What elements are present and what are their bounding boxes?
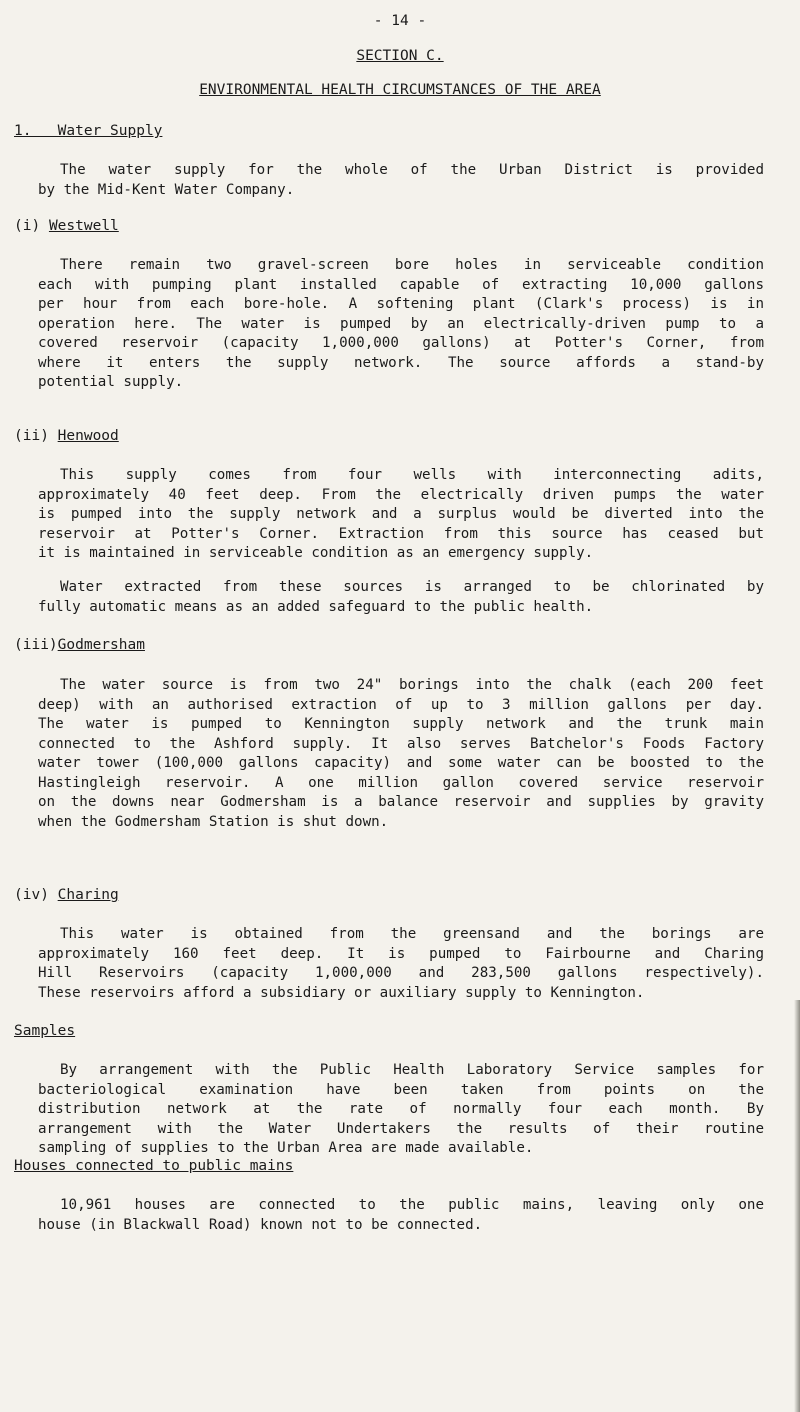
westwell-paragraph (38, 256, 764, 393)
samples-heading (14, 1022, 740, 1041)
houses-line: 10,961 houses are connected to the public mains, leaving only one (60, 1197, 764, 1213)
henwood-heading (14, 427, 740, 446)
henwood-title: Henwood (57, 428, 119, 444)
westwell-line: There remain two gravel-screen bore holes in serviceable condition (60, 257, 764, 273)
godmersham-heading (14, 636, 740, 655)
charing-heading (14, 886, 740, 905)
heading-water-supply (14, 122, 740, 141)
chlorination-line: Water extracted from these sources is arranged to be chlorinated by (60, 579, 764, 595)
godmersham-title: Godmersham (57, 637, 145, 653)
westwell-line: operation here. The water is pumped by an electrically-driven pump to a (38, 315, 764, 332)
henwood-line: is pumped into the supply network and a surplus would be diverted into the (38, 506, 764, 522)
samples-line: distribution network at the rate of normally four each month. By (38, 1101, 764, 1117)
westwell-line: where it enters the supply network. The source affords a stand-by (38, 354, 764, 371)
samples-line: sampling of supplies to the Urban Area are made available. (38, 1140, 534, 1156)
intro-paragraph (38, 161, 764, 200)
godmersham-line: Hastingleigh reservoir. A one million gallon covered service reservoir (38, 774, 764, 791)
westwell-title: Westwell (48, 218, 119, 234)
samples-line: bacteriological examination have been taken from points on the (38, 1081, 764, 1098)
godmersham-line: water tower (100,000 gallons capacity) and some water can be boosted to the (38, 755, 764, 771)
godmersham-number: (iii) (14, 637, 58, 653)
westwell-number: (i) (14, 218, 41, 234)
page-number: - 14 - (373, 13, 427, 29)
charing-line: These reservoirs afford a subsidiary or auxiliary supply to Kennington. (38, 984, 645, 1001)
samples-line: By arrangement with the Public Health Laboratory Service samples for (60, 1062, 764, 1078)
section-subtitle: ENVIRONMENTAL HEALTH CIRCUMSTANCES OF THE AREA (199, 82, 601, 98)
godmersham-line: on the downs near Godmersham is a balance reservoir and supplies by gravity (38, 794, 764, 810)
westwell-line: per hour from each bore-hole. A softening plant (Clark's process) is in (38, 296, 764, 312)
godmersham-line: The water is pumped to Kennington supply network and the trunk main (38, 716, 764, 732)
charing-line: approximately 160 feet deep. It is pumped to Fairbourne and Charing (38, 945, 764, 962)
henwood-line: approximately 40 feet deep. From the electrically driven pumps the water (38, 486, 764, 503)
charing-title: Charing (57, 887, 119, 903)
westwell-heading (14, 217, 740, 236)
godmersham-paragraph (38, 676, 764, 832)
henwood-line: reservoir at Potter's Corner. Extraction from this source has ceased but (38, 525, 764, 542)
houses-heading (14, 1157, 740, 1176)
section-title: SECTION C. (356, 48, 444, 64)
henwood-line: it is maintained in serviceable condition as an emergency supply. (38, 545, 594, 561)
charing-line: This water is obtained from the greensand and the borings are (60, 926, 764, 942)
chlorination-line: fully automatic means as an added safeguard to the public health. (38, 598, 594, 615)
heading-water-supply-text: 1. Water Supply (14, 123, 163, 139)
charing-paragraph (38, 925, 764, 1003)
samples-title: Samples (14, 1023, 76, 1039)
godmersham-line: The water source is from two 24" borings into the chalk (each 200 feet (60, 677, 764, 693)
samples-paragraph (38, 1061, 764, 1159)
henwood-line: This supply comes from four wells with interconnecting adits, (60, 467, 764, 483)
charing-number: (iv) (14, 887, 49, 903)
henwood-number: (ii) (14, 428, 49, 444)
intro-line: by the Mid-Kent Water Company. (38, 181, 295, 198)
westwell-line: potential supply. (38, 374, 184, 390)
westwell-line: covered reservoir (capacity 1,000,000 gallons) at Potter's Corner, from (38, 335, 764, 351)
godmersham-line: deep) with an authorised extraction of up to 3 million gallons per day. (38, 696, 764, 713)
houses-line: house (in Blackwall Road) known not to be connected. (38, 1216, 483, 1233)
scan-edge-shadow (794, 1000, 800, 1412)
godmersham-line: when the Godmersham Station is shut down. (38, 813, 389, 830)
charing-line: Hill Reservoirs (capacity 1,000,000 and 283,500 gallons respectively). (38, 965, 764, 981)
houses-paragraph (38, 1196, 764, 1235)
intro-line: The water supply for the whole of the Urban District is provided (60, 162, 764, 178)
westwell-line: each with pumping plant installed capable of extracting 10,000 gallons (38, 276, 764, 293)
henwood-paragraph (38, 466, 764, 564)
chlorination-paragraph (38, 578, 764, 617)
houses-title: Houses connected to public mains (14, 1158, 294, 1174)
godmersham-line: connected to the Ashford supply. It also serves Batchelor's Foods Factory (38, 735, 764, 752)
samples-line: arrangement with the Water Undertakers the results of their routine (38, 1120, 764, 1137)
